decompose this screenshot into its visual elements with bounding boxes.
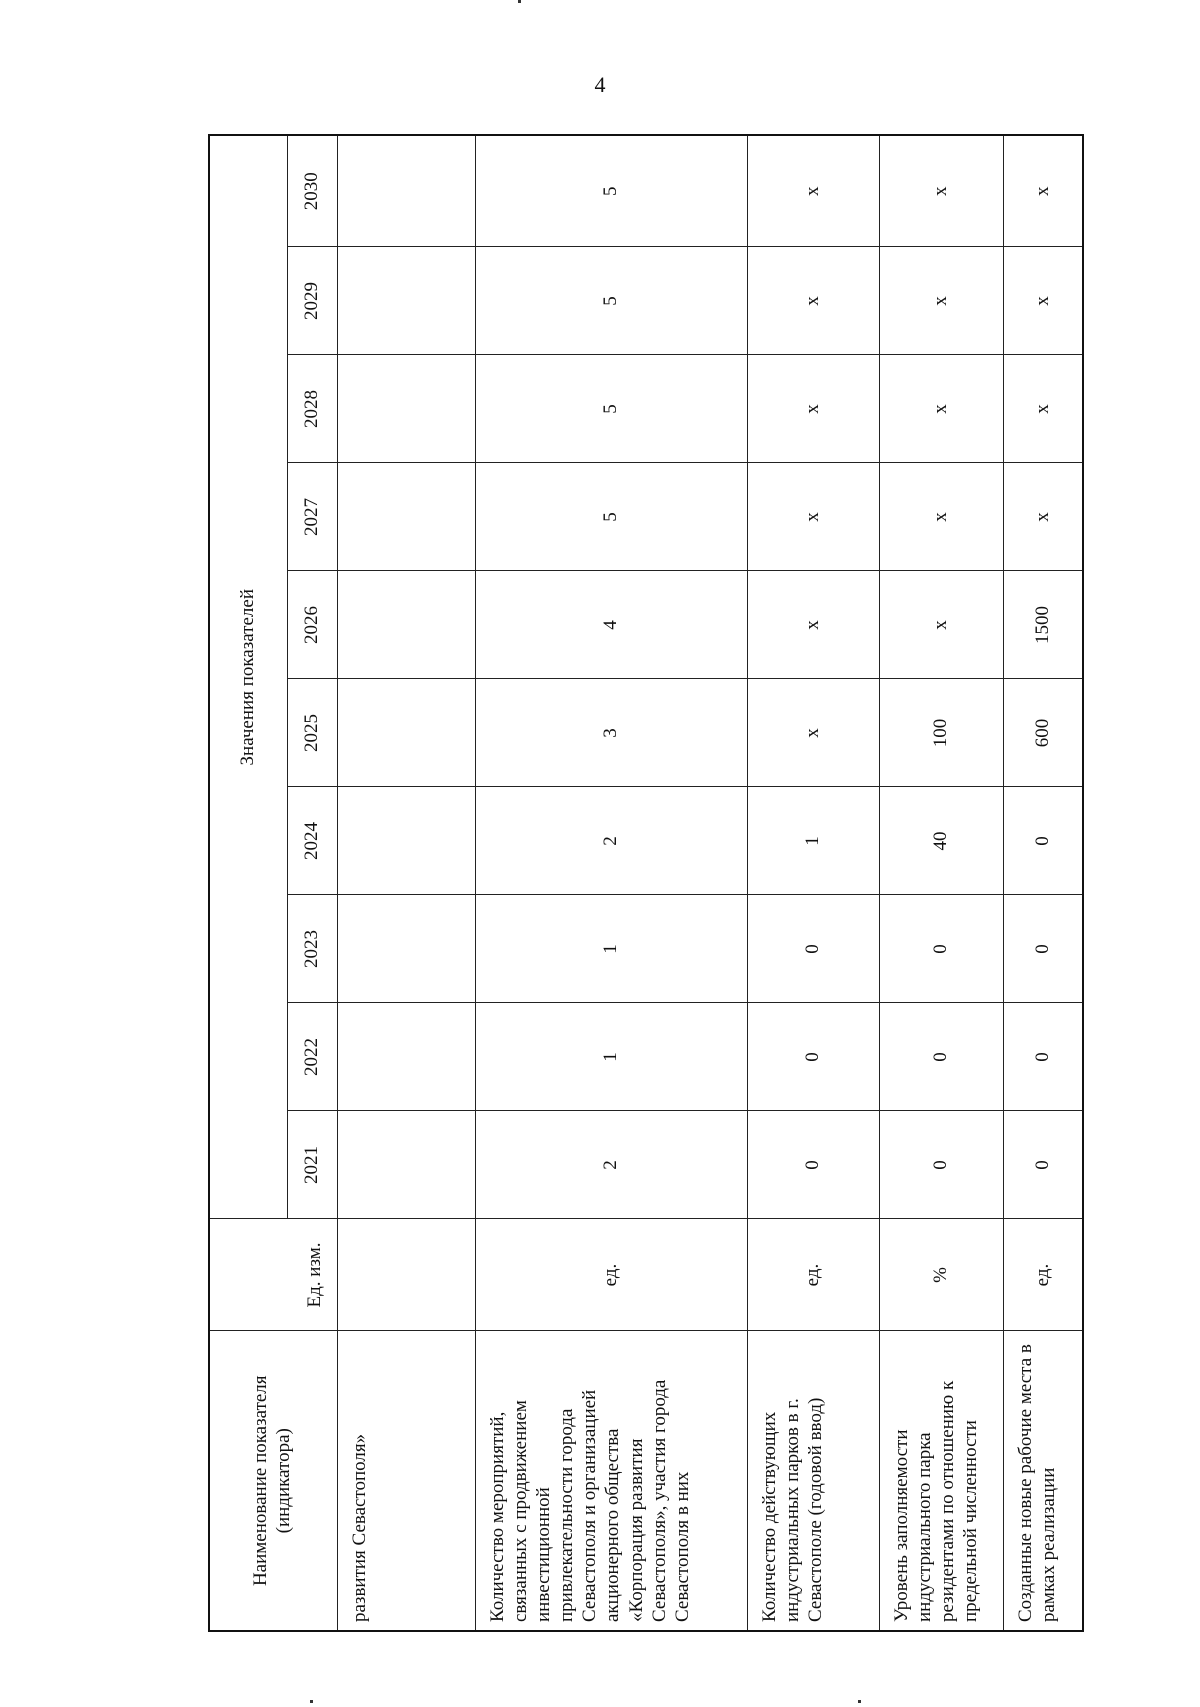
indicator-value	[337, 679, 475, 787]
indicator-value: 600	[1003, 679, 1083, 787]
header-year: 2021	[287, 1111, 337, 1219]
indicator-value: 2	[475, 1111, 747, 1219]
indicator-value: x	[879, 247, 1003, 355]
indicator-value: x	[1003, 247, 1083, 355]
indicator-value: 40	[879, 787, 1003, 895]
indicator-value: x	[1003, 135, 1083, 247]
indicator-value: x	[747, 463, 879, 571]
indicator-value: x	[1003, 355, 1083, 463]
indicator-value: 0	[747, 1111, 879, 1219]
table-row	[879, 135, 1003, 1631]
scan-speck	[518, 0, 521, 3]
header-year: 2023	[287, 895, 337, 1003]
table-row	[747, 135, 879, 1631]
indicator-value: 3	[475, 679, 747, 787]
indicator-value: x	[747, 247, 879, 355]
indicators-table	[208, 134, 1084, 1632]
indicator-value: 1	[475, 895, 747, 1003]
indicator-value: x	[747, 571, 879, 679]
indicator-value: 2	[475, 787, 747, 895]
indicator-name: развития Севастополя»	[337, 1331, 475, 1631]
indicator-value: x	[879, 463, 1003, 571]
indicator-value: 0	[1003, 787, 1083, 895]
indicator-value: 1	[747, 787, 879, 895]
header-values-group: Значения показателей	[209, 135, 287, 1219]
indicator-value	[337, 1003, 475, 1111]
indicator-value: 0	[1003, 1003, 1083, 1111]
table-row	[1003, 135, 1083, 1631]
indicator-value: x	[747, 679, 879, 787]
indicator-unit: ед.	[747, 1219, 879, 1331]
header-year: 2024	[287, 787, 337, 895]
indicator-unit: ед.	[475, 1219, 747, 1331]
header-year: 2030	[287, 135, 337, 247]
page-number: 4	[594, 72, 606, 97]
indicator-value	[337, 1111, 475, 1219]
indicator-value: 5	[475, 463, 747, 571]
indicator-value: x	[879, 135, 1003, 247]
table-row	[475, 135, 747, 1631]
indicator-value	[337, 355, 475, 463]
indicator-value: 0	[747, 1003, 879, 1111]
indicator-value: 5	[475, 355, 747, 463]
scan-speck	[858, 1700, 861, 1703]
indicator-value: 5	[475, 247, 747, 355]
indicator-value	[337, 463, 475, 571]
indicator-name: Уровень заполняемости индустриального парка резидентами по отношению к предельной численности	[879, 1331, 1003, 1631]
indicator-value: 0	[879, 1111, 1003, 1219]
indicator-value: x	[1003, 463, 1083, 571]
header-year: 2025	[287, 679, 337, 787]
indicator-unit: ед.	[1003, 1219, 1083, 1331]
indicator-value: x	[747, 355, 879, 463]
header-unit: Ед. изм.	[209, 1219, 337, 1331]
header-year: 2028	[287, 355, 337, 463]
header-year: 2026	[287, 571, 337, 679]
indicator-value	[337, 247, 475, 355]
indicator-name: Количество мероприятий, связанных с продвижением инвестиционной привлекательности города Севастополя и организацией акционерного общества «Корпорация развития Севастополя», участия города Севастополя в них	[475, 1331, 747, 1631]
indicator-value	[337, 571, 475, 679]
indicator-value	[337, 135, 475, 247]
indicator-name: Количество действующих индустриальных парков в г. Севастополе (годовой ввод)	[747, 1331, 879, 1631]
indicator-value: 1	[475, 1003, 747, 1111]
header-year: 2022	[287, 1003, 337, 1111]
indicator-value: 4	[475, 571, 747, 679]
indicator-value: x	[879, 571, 1003, 679]
indicator-value	[337, 787, 475, 895]
indicator-value: x	[747, 135, 879, 247]
header-indicator-name: Наименование показателя (индикатора)	[209, 1331, 337, 1631]
scan-speck	[310, 1700, 313, 1703]
table-row	[337, 135, 475, 1631]
indicator-value: 0	[879, 895, 1003, 1003]
indicator-value	[337, 895, 475, 1003]
indicator-value: 0	[1003, 1111, 1083, 1219]
indicator-value: 0	[879, 1003, 1003, 1111]
header-year: 2027	[287, 463, 337, 571]
indicator-name: Созданные новые рабочие места в рамках реализации	[1003, 1331, 1083, 1631]
indicator-value: 0	[747, 895, 879, 1003]
indicator-value: 1500	[1003, 571, 1083, 679]
indicator-value: 100	[879, 679, 1003, 787]
indicator-value: x	[879, 355, 1003, 463]
indicator-unit: %	[879, 1219, 1003, 1331]
rotated-table-container	[208, 140, 1082, 1632]
indicator-value: 0	[1003, 895, 1083, 1003]
header-year: 2029	[287, 247, 337, 355]
indicator-unit	[337, 1219, 475, 1331]
indicator-value: 5	[475, 135, 747, 247]
